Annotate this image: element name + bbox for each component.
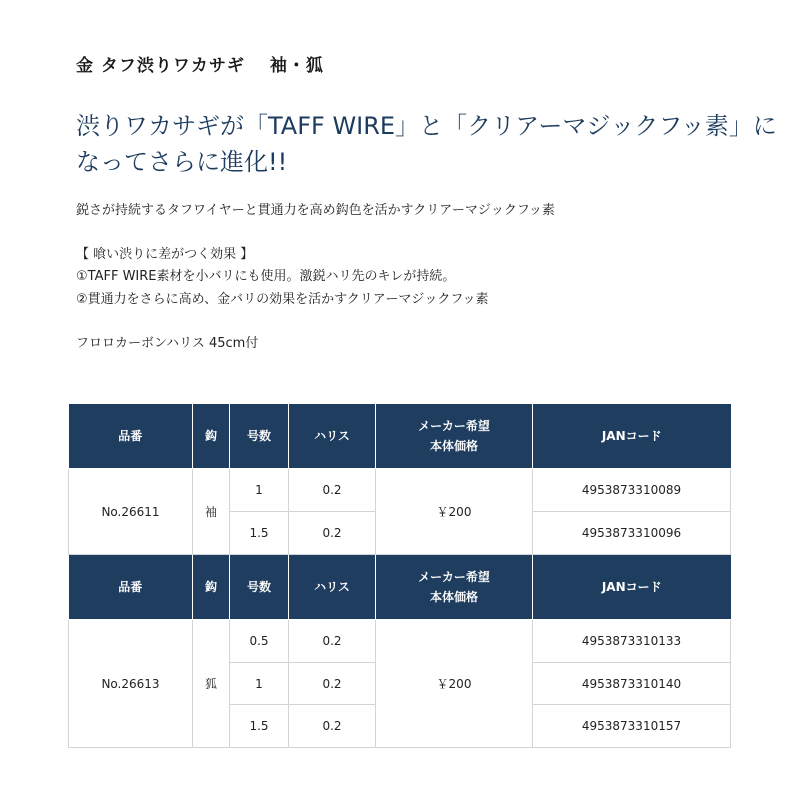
- cell-size: 1.5: [230, 705, 289, 748]
- cell-jan: 4953873310089: [533, 469, 731, 512]
- header-price-line-1: メーカー希望: [418, 570, 490, 584]
- cell-jan: 4953873310140: [533, 663, 731, 705]
- header-price-line-2: 本体価格: [429, 590, 478, 604]
- cell-price: ￥200: [376, 469, 533, 555]
- cell-harisu: 0.2: [289, 705, 376, 748]
- header-harisu: ハリス: [289, 555, 376, 620]
- cell-hook: 狐: [193, 620, 230, 748]
- cell-harisu: 0.2: [289, 469, 376, 512]
- table-row: [69, 620, 731, 663]
- cell-harisu: 0.2: [289, 620, 376, 663]
- cell-hook: 袖: [193, 469, 230, 555]
- header-size: 号数: [230, 555, 289, 620]
- header-size: 号数: [230, 404, 289, 469]
- headline-line-2: なってさらに進化!!: [76, 148, 288, 176]
- cell-size: 1: [230, 469, 289, 512]
- header-jan: JANコード: [533, 404, 731, 469]
- cell-size: 1: [230, 663, 289, 705]
- cell-harisu: 0.2: [289, 512, 376, 555]
- header-price: [376, 555, 533, 620]
- cell-hinban: No.26613: [69, 620, 193, 748]
- table-header-row: [69, 555, 731, 620]
- feature-2: ②貫通力をさらに高め、金バリの効果を活かすクリアーマジックフッ素: [76, 292, 489, 307]
- table-row: [69, 469, 731, 512]
- cell-size: 1.5: [230, 512, 289, 555]
- product-description: 鋭さが持続するタフワイヤーと貫通力を高め鈎色を活かすクリアーマジックフッ素: [76, 203, 555, 218]
- header-hinban: 品番: [69, 404, 193, 469]
- cell-price: ￥200: [376, 620, 533, 748]
- cell-jan: 4953873310133: [533, 620, 731, 663]
- header-price: [376, 404, 533, 469]
- cell-hinban: No.26611: [69, 469, 193, 555]
- product-title: 金 タフ渋りワカサギ 袖・狐: [76, 56, 324, 76]
- headline-line-1: 渋りワカサギが「TAFF WIRE」と「クリアーマジックフッ素」に: [76, 112, 777, 140]
- cell-jan: 4953873310096: [533, 512, 731, 555]
- header-price-line-2: 本体価格: [429, 439, 478, 453]
- header-hook: 鈎: [193, 404, 230, 469]
- spec-table: [68, 404, 731, 748]
- headline: [76, 108, 777, 180]
- cell-jan: 4953873310157: [533, 705, 731, 748]
- features-heading: 【 喰い渋りに差がつく効果 】: [76, 247, 254, 262]
- header-price-line-1: メーカー希望: [418, 419, 490, 433]
- header-hook: 鈎: [193, 555, 230, 620]
- header-hinban: 品番: [69, 555, 193, 620]
- header-harisu: ハリス: [289, 404, 376, 469]
- feature-1: ①TAFF WIRE素材を小バリにも使用。激鋭ハリ先のキレが持続。: [76, 269, 456, 284]
- header-jan: JANコード: [533, 555, 731, 620]
- table-header-row: [69, 404, 731, 469]
- cell-size: 0.5: [230, 620, 289, 663]
- cell-harisu: 0.2: [289, 663, 376, 705]
- harisu-note: フロロカーボンハリス 45cm付: [76, 336, 259, 351]
